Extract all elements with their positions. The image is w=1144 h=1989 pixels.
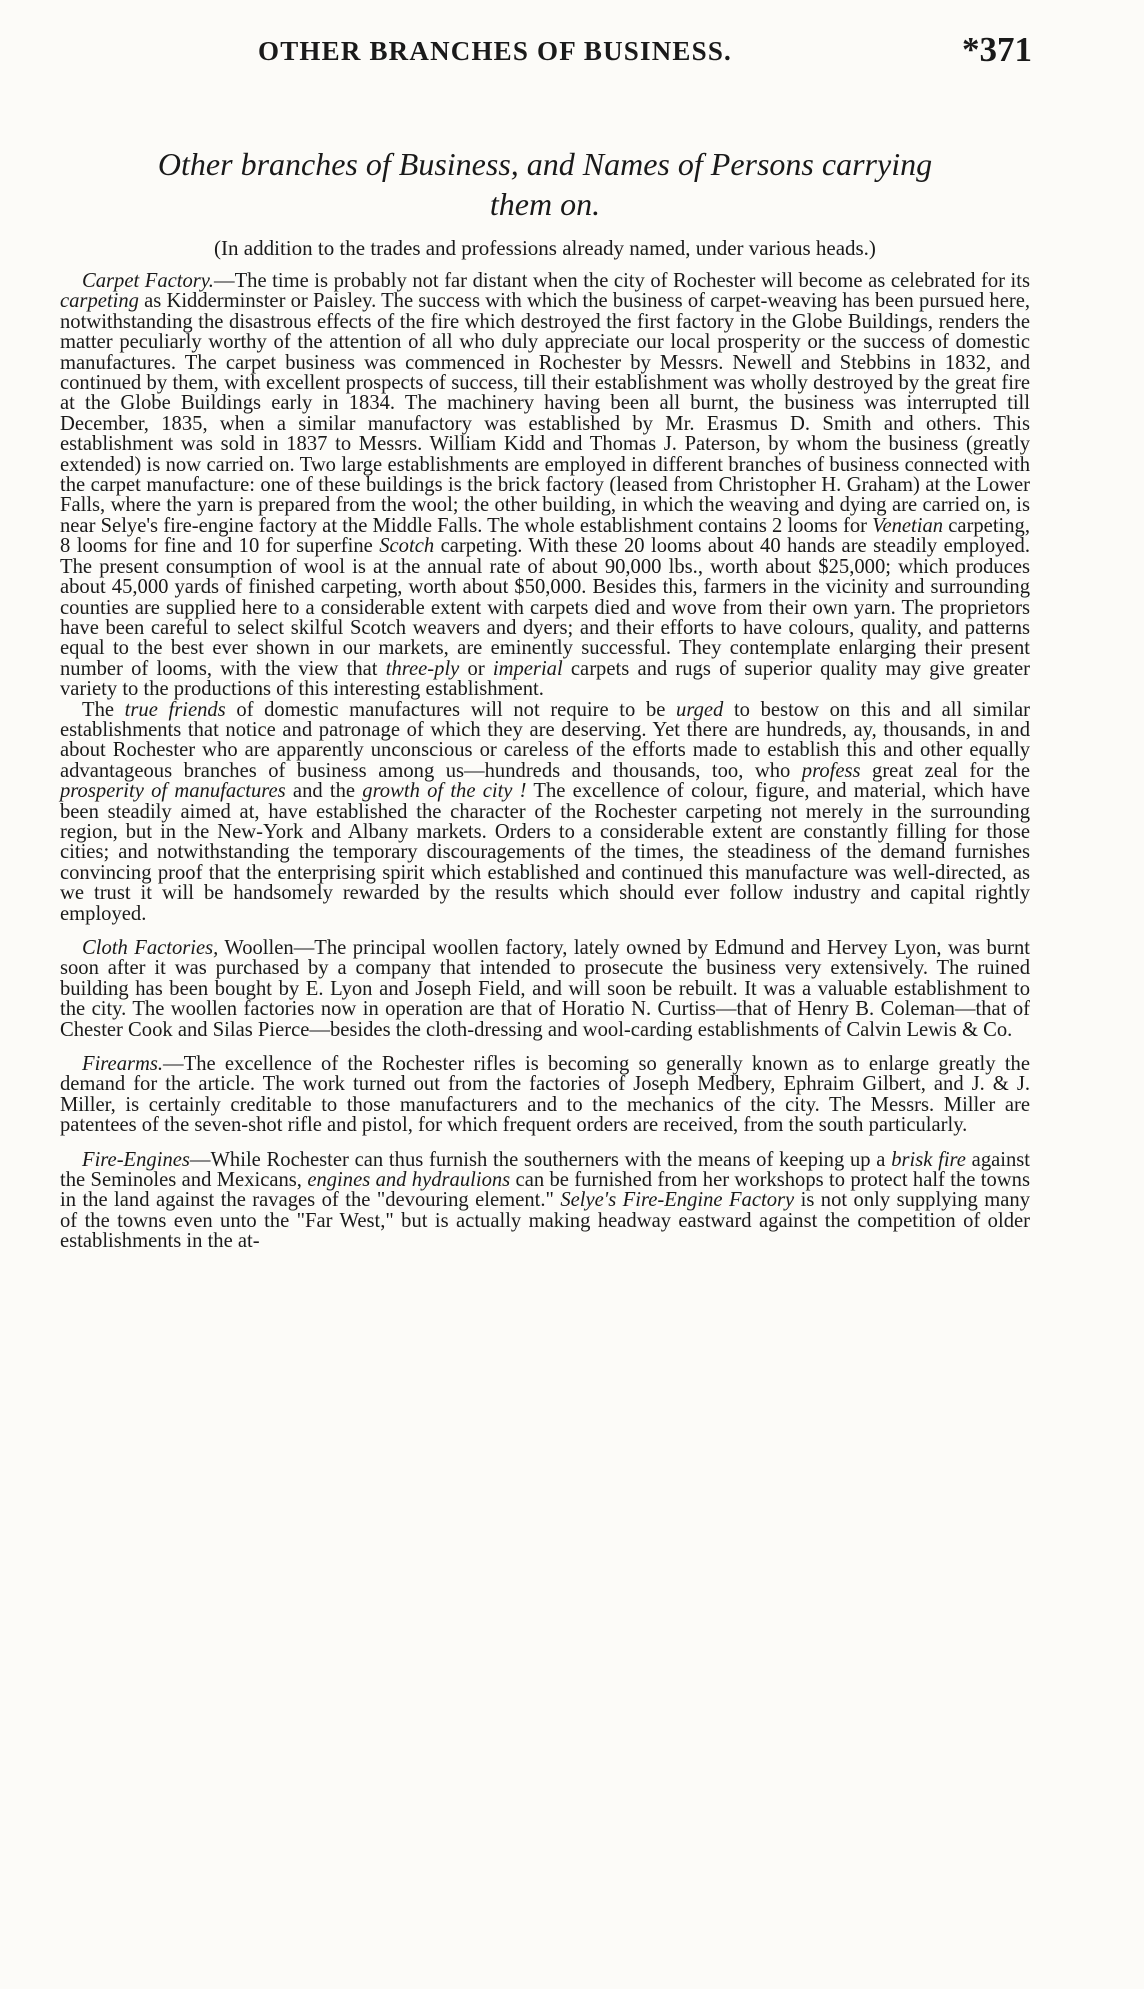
fire-engines-paragraph: Fire-Engines—While Rochester can thus furnish the southerners with the means of keeping up a brisk fire against the Seminoles and Mexicans, engines and hydraulions can be furnished from her workshops to protect half the towns in the land against the ravages of the "devouring element." Selye's Fire-Engine Factory is not only supplying many of the towns even unto the "Far West," but is actually making headway eastward against the competition of older establishments in the at- [60, 1148, 1031, 1253]
carpet-factory-heading: Carpet Factory. [82, 270, 214, 292]
section-heading-line-2: them on. [489, 186, 601, 222]
section-heading [60, 144, 1030, 224]
true-friends-paragraph: The true friends of domestic manufactures will not require to be urged to bestow on this and all similar establishments that notice and patronage of which they are deserving. Yet there are hundreds, ay, thousands, in and about Rochester who are apparently unconscious or careless of the efforts made to establish this and other equally advantageous branches of business among us—hundreds and thousands, too, who profess great zeal for the prosperity of manufactures and the growth of the city ! The excellence of colour, figure, and material, which have been steadily aimed at, have established the character of the Rochester carpeting not merely in the surrounding region, but in the New-York and Albany markets. Orders to a considerable extent are constantly filling for those cities; and notwithstanding the temporary discouragements of the times, the steadiness of the demand furnishes convincing proof that the enterprising spirit which established and continued this manufacture was well-directed, as we trust it will be handsomely rewarded by the results which should ever follow industry and capital rightly employed. [60, 698, 1031, 925]
cloth-factories-heading: Cloth Factories, [82, 937, 219, 959]
section-heading-line-1: Other branches of Business, and Names of Persons carrying [157, 146, 933, 182]
section-subheading: (In addition to the trades and professions already named, under various heads.) [214, 236, 876, 260]
running-head [60, 30, 1030, 74]
fire-engines-heading: Fire-Engines [82, 1148, 190, 1171]
page-number: *371 [962, 30, 1032, 69]
carpet-factory-paragraph: Carpet Factory.—The time is probably not far distant when the city of Rochester will become as celebrated for its carpeting as Kidderminster or Paisley. The success with which the business of carpet-weaving has been pursued here, notwithstanding the disastrous effects of the fire which destroyed the first factory in the Globe Buildings, renders the matter peculiarly worthy of the attention of all who duly appreciate our local prosperity or the success of domestic manufactures. The carpet business was commenced in Rochester by Messrs. Newell and Stebbins in 1832, and continued by them, with excellent prospects of success, till their establishment was wholly destroyed by the great fire at the Globe Buildings early in 1834. The machinery having been all burnt, the business was interrupted till December, 1835, when a similar manufactory was established by Mr. Erasmus D. Smith and others. This establishment was sold in 1837 to Messrs. William Kidd and Thomas J. Paterson, by whom the business (greatly extended) is now carried on. Two large establishments are employed in different branches of business connected with the carpet manufacture: one of these buildings is the brick factory (leased from Christopher H. Graham) at the Lower Falls, where the yarn is prepared from the wool; the other building, in which the weaving and dying are carried on, is near Selye's fire-engine factory at the Middle Falls. The whole establishment contains 2 looms for Venetian carpeting, 8 looms for fine and 10 for superfine Scotch carpeting. With these 20 looms about 40 hands are steadily employed. The present consumption of wool is at the annual rate of about 90,000 lbs., worth about $25,000; which produces about 45,000 yards of finished carpeting, worth about $50,000. Besides this, farmers in the vicinity and surrounding counties are supplied here to a considerable extent with carpets died and wove from their own yarn. The proprietors have been careful to select skilful Scotch weavers and dyers; and their efforts to have colours, quality, and patterns equal to the best ever shown in our markets, are eminently successful. They contemplate enlarging their present number of looms, with the view that three-ply or imperial carpets and rugs of superior quality may give greater variety to the productions of this interesting establishment. [60, 270, 1031, 701]
firearms-paragraph: Firearms.—The excellence of the Rochester rifles is becoming so generally known as to enlarge greatly the demand for the article. The work turned out from the factories of Joseph Medbery, Ephraim Gilbert, and J. & J. Miller, is certainly creditable to those manufacturers and to the mechanics of the city. The Messrs. Miller are patentees of the seven-shot rifle and pistol, for which frequent orders are received, from the south particularly. [60, 1053, 1030, 1137]
running-title: OTHER BRANCHES OF BUSINESS. [258, 36, 733, 66]
cloth-factories-paragraph: Cloth Factories, Woollen—The principal woollen factory, lately owned by Edmund and Hervey Lyon, was burnt soon after it was purchased by a company that intended to prosecute the business very extensively. The ruined building has been bought by E. Lyon and Joseph Field, and will soon be rebuilt. It was a valuable establishment to the city. The woollen factories now in operation are that of Horatio N. Curtiss—that of Henry B. Coleman—that of Chester Cook and Silas Pierce—besides the cloth-dressing and wool-carding establishments of Calvin Lewis & Co. [60, 937, 1031, 1041]
book-page [60, 30, 1030, 1252]
firearms-heading: Firearms. [82, 1053, 164, 1076]
